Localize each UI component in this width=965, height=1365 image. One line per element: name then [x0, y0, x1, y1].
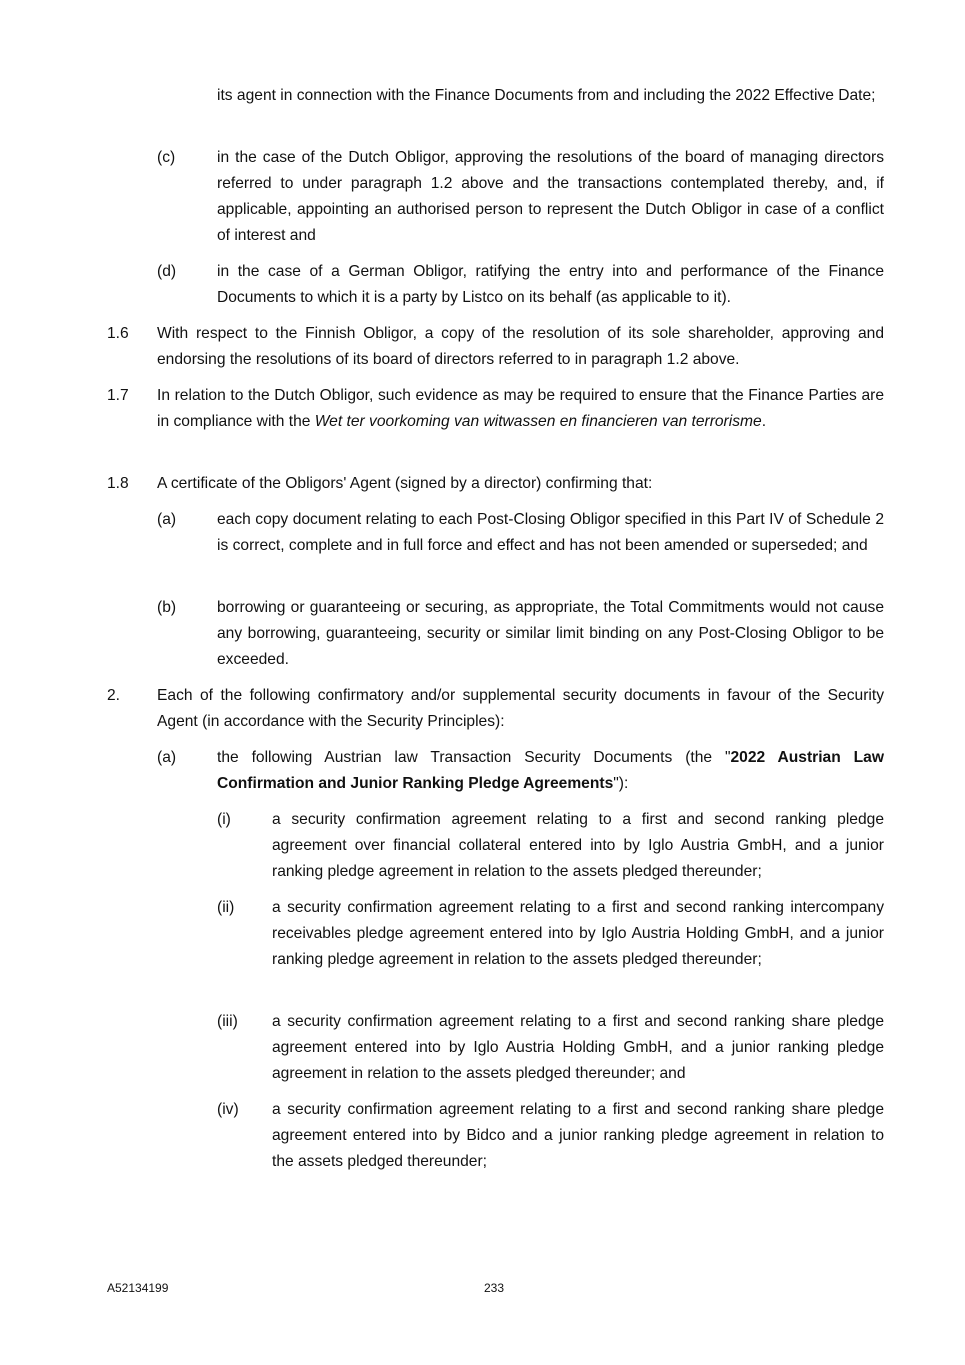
clause-1-8-a [157, 507, 884, 559]
text-run: "): [613, 775, 629, 792]
page-number: 233 [484, 1281, 505, 1295]
clause-d [157, 259, 884, 311]
paragraph-text: its agent in connection with the Finance Documents from and including the 2022 Effective Date; [217, 87, 876, 104]
section-number: 2. [107, 687, 121, 704]
document-reference: A52134199 [107, 1281, 169, 1295]
text-run: . [761, 413, 767, 430]
clause-number: (a) [157, 511, 177, 528]
clause-number: (c) [157, 149, 176, 166]
clause-number: (a) [157, 749, 177, 766]
italic-statute-name: Wet ter voorkoming van witwassen en financieren van terrorisme [314, 413, 762, 430]
clause-text: in the case of a German Obligor, ratifying the entry into and performance of the Finance Documents to which it is a party by Listco on its behalf (as applicable to it). [217, 263, 884, 306]
clause-number: (d) [157, 263, 177, 280]
subclause-iv [217, 1097, 884, 1175]
subclause-text: a security confirmation agreement relating to a first and second ranking pledge agreement over financial collateral entered into by Iglo Austria GmbH, and a junior ranking pledge agreement in relation to the assets pledged thereunder; [272, 811, 884, 880]
text-run: the following Austrian law Transaction Security Documents (the " [217, 749, 731, 766]
clause-text: each copy document relating to each Post-Closing Obligor specified in this Part IV of Schedule 2 is correct, complete and in full force and effect and has not been amended or superseded; and [217, 511, 884, 554]
subclause-number: (iii) [217, 1013, 238, 1030]
text-run: In relation to the Dutch Obligor, such evidence as may be required to ensure that the Finance Parties are in compliance with the [157, 387, 884, 430]
clause-1-8-b [157, 595, 884, 673]
clause-text: in the case of the Dutch Obligor, approving the resolutions of the board of managing directors referred to under paragraph 1.2 above and the transactions contemplated thereby, and, if applicable, appointing an authorised person to represent the Dutch Obligor in case of a conflict of interest and [217, 149, 884, 244]
subclause-text: a security confirmation agreement relating to a first and second ranking share pledge agreement entered into by Iglo Austria Holding GmbH, and a junior ranking pledge agreement in relation to the assets pledged thereunder; and [272, 1013, 884, 1082]
subclause-i [217, 807, 884, 885]
section-number: 1.7 [107, 387, 129, 404]
subclause-number: (i) [217, 811, 231, 828]
subclause-text: a security confirmation agreement relating to a first and second ranking share pledge agreement entered into by Bidco and a junior ranking pledge agreement in relation to the assets pledged thereunder; [272, 1101, 884, 1170]
section-1-6 [107, 321, 884, 373]
section-number: 1.8 [107, 475, 129, 492]
section-text: A certificate of the Obligors' Agent (signed by a director) confirming that: [157, 475, 653, 492]
clause-number: (b) [157, 599, 177, 616]
subclause-text: a security confirmation agreement relating to a first and second ranking intercompany receivables pledge agreement entered into by Iglo Austria Holding GmbH, and a junior ranking pledge agreement in relation to the assets pledged thereunder; [272, 899, 884, 968]
section-2 [107, 683, 884, 735]
subclause-number: (ii) [217, 899, 235, 916]
section-text: Each of the following confirmatory and/or supplemental security documents in favour of the Security Agent (in accordance with the Security Principles): [157, 687, 884, 730]
defined-term: 2022 Austrian Law Confirmation and Junior Ranking Pledge Agreements [217, 749, 884, 792]
continued-paragraph [217, 83, 884, 109]
section-text: With respect to the Finnish Obligor, a copy of the resolution of its sole shareholder, approving and endorsing the resolutions of its board of directors referred to in paragraph 1.2 above. [157, 325, 884, 368]
subclause-ii [217, 895, 884, 973]
clause-text: borrowing or guaranteeing or securing, as appropriate, the Total Commitments would not cause any borrowing, guaranteeing, security or similar limit binding on any Post-Closing Obligor to be exceeded. [217, 599, 884, 668]
section-text [157, 383, 884, 435]
clause-c [157, 145, 884, 249]
clause-text [217, 745, 884, 797]
subclause-iii [217, 1009, 884, 1087]
subclause-number: (iv) [217, 1101, 239, 1118]
section-1-8 [107, 471, 884, 497]
section-number: 1.6 [107, 325, 129, 342]
clause-2-a [157, 745, 884, 797]
section-1-7 [107, 383, 884, 435]
